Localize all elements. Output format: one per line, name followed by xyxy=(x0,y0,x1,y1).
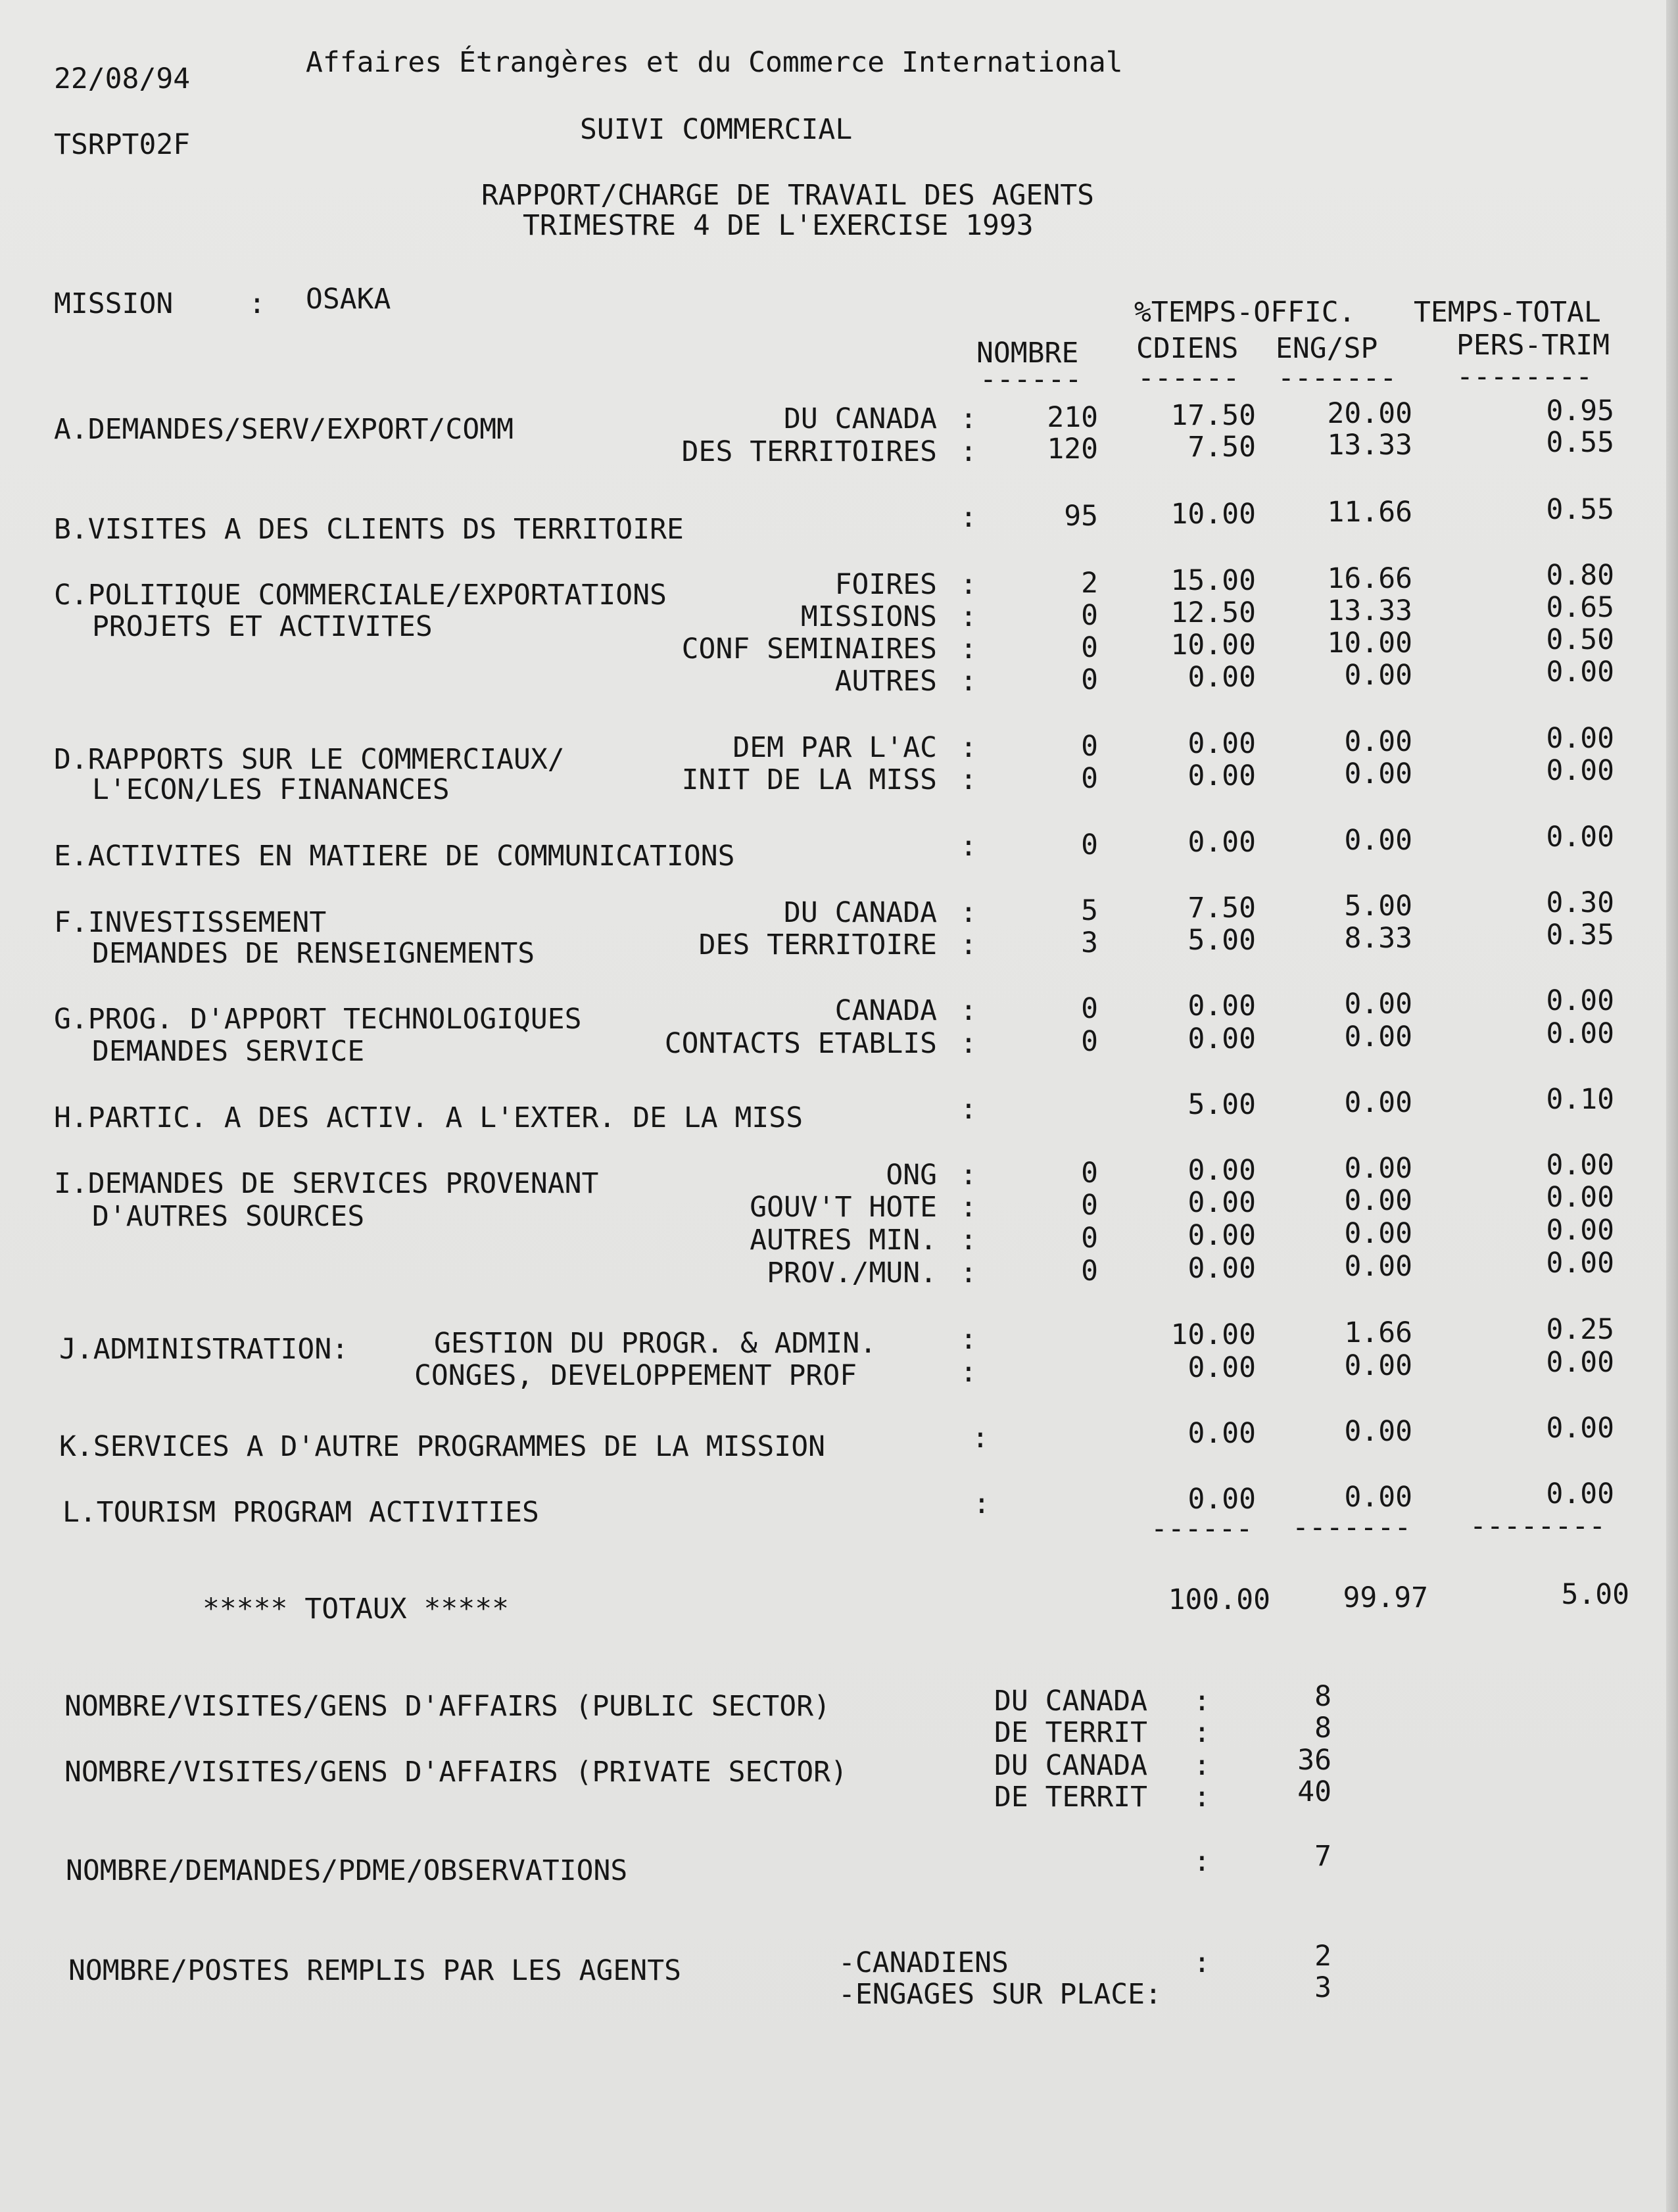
cell-nombre: 0 xyxy=(1081,1189,1098,1222)
cell-nombre: 0 xyxy=(1081,599,1098,632)
section-g-subtitle: DEMANDES SERVICE xyxy=(92,1035,365,1068)
row-colon: : xyxy=(960,1027,977,1060)
section-j-title: J.ADMINISTRATION: xyxy=(59,1333,349,1366)
cell-nombre: 3 xyxy=(1081,926,1098,959)
cell-cdiens: 0.00 xyxy=(1187,1219,1256,1252)
cell-nombre: 0 xyxy=(1081,1222,1098,1255)
cell-cdiens: 0.00 xyxy=(1187,990,1256,1022)
row-sublabel: DU CANADA xyxy=(784,402,937,435)
total-pers-trim: 5.00 xyxy=(1561,1578,1629,1611)
cell-cdiens: 5.00 xyxy=(1187,1088,1256,1121)
report-code: TSRPT02F xyxy=(54,128,191,161)
row-sublabel: CONF SEMINAIRES xyxy=(681,633,937,665)
cell-pers-trim: 0.00 xyxy=(1546,1478,1614,1510)
totals-underline-eng-sp: ------- xyxy=(1292,1511,1412,1544)
summary-sublabel: DE TERRIT xyxy=(994,1716,1147,1749)
section-g-title: G.PROG. D'APPORT TECHNOLOGIQUES xyxy=(54,1003,582,1036)
cell-pers-trim: 0.00 xyxy=(1546,821,1614,854)
summary-sublabel: DE TERRIT xyxy=(994,1781,1147,1814)
cell-pers-trim: 0.25 xyxy=(1546,1313,1614,1346)
row-colon: : xyxy=(960,600,977,633)
pdme-value: 7 xyxy=(1314,1840,1331,1873)
cell-eng-sp: 0.00 xyxy=(1344,824,1412,857)
cell-pers-trim: 0.00 xyxy=(1546,1247,1614,1280)
cell-cdiens: 7.50 xyxy=(1187,431,1256,464)
cell-nombre: 0 xyxy=(1081,762,1098,795)
cell-nombre: 0 xyxy=(1081,631,1098,664)
postes-label: NOMBRE/POSTES REMPLIS PAR LES AGENTS xyxy=(68,1954,681,1987)
report-title: RAPPORT/CHARGE DE TRAVAIL DES AGENTS xyxy=(481,179,1094,212)
row-colon: : xyxy=(960,896,977,929)
row-sublabel: AUTRES MIN. xyxy=(750,1224,937,1257)
cell-cdiens: 15.00 xyxy=(1170,564,1256,597)
mission-separator: : xyxy=(249,287,266,320)
section-c-title: C.POLITIQUE COMMERCIALE/EXPORTATIONS xyxy=(54,579,667,612)
cell-nombre: 0 xyxy=(1081,1157,1098,1190)
pdme-label: NOMBRE/DEMANDES/PDME/OBSERVATIONS xyxy=(66,1854,628,1887)
cell-eng-sp: 0.00 xyxy=(1344,1481,1412,1514)
row-colon: : xyxy=(960,1323,977,1356)
summary-value: 40 xyxy=(1297,1775,1331,1808)
row-colon: : xyxy=(960,568,977,601)
cell-nombre: 0 xyxy=(1081,1255,1098,1287)
cell-eng-sp: 13.33 xyxy=(1327,594,1412,627)
cell-pers-trim: 0.35 xyxy=(1546,919,1614,951)
row-colon: : xyxy=(960,994,977,1027)
cell-nombre: 0 xyxy=(1081,730,1098,763)
cell-cdiens: 0.00 xyxy=(1187,727,1256,760)
section-a-title: A.DEMANDES/SERV/EXPORT/COMM xyxy=(54,413,514,446)
summary-value: 2 xyxy=(1314,1940,1331,1973)
summary-colon: : xyxy=(1193,1716,1211,1749)
cell-nombre: 0 xyxy=(1081,663,1098,696)
row-sublabel: GESTION DU PROGR. & ADMIN. xyxy=(434,1327,877,1360)
row-colon: : xyxy=(973,1487,990,1520)
section-f-title: F.INVESTISSEMENT xyxy=(54,906,327,939)
cell-eng-sp: 0.00 xyxy=(1344,1415,1412,1448)
row-colon: : xyxy=(960,402,977,435)
summary-sublabel: DU CANADA xyxy=(994,1749,1147,1782)
section-d-subtitle: L'ECON/LES FINANANCES xyxy=(92,773,450,806)
section-l-title: L.TOURISM PROGRAM ACTIVITIES xyxy=(62,1496,539,1529)
summary-sublabel: DU CANADA xyxy=(994,1685,1147,1718)
cell-nombre: 0 xyxy=(1081,1025,1098,1058)
cell-eng-sp: 16.66 xyxy=(1327,562,1412,595)
cell-eng-sp: 11.66 xyxy=(1327,496,1412,529)
cell-pers-trim: 0.55 xyxy=(1546,493,1614,526)
system-name: SUIVI COMMERCIAL xyxy=(580,113,853,146)
cell-pers-trim: 0.00 xyxy=(1546,1181,1614,1214)
cell-cdiens: 0.00 xyxy=(1187,1022,1256,1055)
row-colon: : xyxy=(960,1224,977,1257)
cell-eng-sp: 0.00 xyxy=(1344,1086,1412,1119)
cell-pers-trim: 0.50 xyxy=(1546,623,1614,656)
summary-colon: : xyxy=(1193,1685,1211,1718)
row-colon: : xyxy=(960,633,977,665)
column-underline-pers-trim: -------- xyxy=(1456,360,1593,393)
cell-pers-trim: 0.65 xyxy=(1546,591,1614,624)
section-b-title: B.VISITES A DES CLIENTS DS TERRITOIRE xyxy=(54,513,684,546)
cell-nombre: 0 xyxy=(1081,829,1098,861)
row-colon: : xyxy=(960,1093,977,1126)
section-d-title: D.RAPPORTS SUR LE COMMERCIAUX/ xyxy=(54,743,565,776)
summary-colon: : xyxy=(1193,1845,1211,1878)
row-colon: : xyxy=(960,763,977,796)
cell-pers-trim: 0.30 xyxy=(1546,886,1614,919)
row-sublabel: DES TERRITOIRE xyxy=(698,928,937,961)
column-header-nombre: NOMBRE xyxy=(976,337,1079,370)
cell-eng-sp: 10.00 xyxy=(1327,627,1412,660)
row-colon: : xyxy=(960,830,977,863)
cell-pers-trim: 0.00 xyxy=(1546,1412,1614,1445)
cell-eng-sp: 0.00 xyxy=(1344,757,1412,790)
cell-cdiens: 12.50 xyxy=(1170,596,1256,629)
cell-cdiens: 10.00 xyxy=(1170,629,1256,661)
summary-value: 8 xyxy=(1314,1680,1331,1713)
section-c-subtitle: PROJETS ET ACTIVITES xyxy=(92,610,433,643)
section-h-title: H.PARTIC. A DES ACTIV. A L'EXTER. DE LA MISS xyxy=(54,1101,803,1134)
column-group-temps-total: TEMPS-TOTAL xyxy=(1414,296,1601,329)
summary-colon: : xyxy=(1193,1781,1211,1814)
cell-cdiens: 0.00 xyxy=(1187,1186,1256,1219)
cell-eng-sp: 0.00 xyxy=(1344,1152,1412,1185)
section-e-title: E.ACTIVITES EN MATIERE DE COMMUNICATIONS xyxy=(54,840,735,873)
row-colon: : xyxy=(960,1356,977,1389)
cell-pers-trim: 0.95 xyxy=(1546,395,1614,427)
row-colon: : xyxy=(960,435,977,468)
cell-eng-sp: 0.00 xyxy=(1344,988,1412,1021)
cell-nombre: 2 xyxy=(1081,567,1098,600)
row-sublabel: DU CANADA xyxy=(784,896,937,929)
cell-nombre: 95 xyxy=(1064,500,1098,533)
ministry-name: Affaires Étrangères et du Commerce International xyxy=(306,46,1123,79)
cell-eng-sp: 20.00 xyxy=(1327,397,1412,430)
visits-private-label: NOMBRE/VISITES/GENS D'AFFAIRS (PRIVATE SECTOR) xyxy=(64,1756,848,1789)
cell-cdiens: 7.50 xyxy=(1187,892,1256,925)
cell-pers-trim: 0.00 xyxy=(1546,754,1614,787)
column-group-temps-offic: %TEMPS-OFFIC. xyxy=(1134,296,1356,329)
cell-eng-sp: 0.00 xyxy=(1344,1250,1412,1283)
cell-nombre: 120 xyxy=(1047,433,1098,466)
row-colon: : xyxy=(960,665,977,698)
summary-value: 8 xyxy=(1314,1712,1331,1744)
total-cdiens: 100.00 xyxy=(1168,1583,1270,1616)
row-sublabel: PROV./MUN. xyxy=(767,1257,937,1289)
row-colon: : xyxy=(960,1191,977,1224)
cell-cdiens: 5.00 xyxy=(1187,924,1256,957)
cell-pers-trim: 0.80 xyxy=(1546,559,1614,592)
summary-colon: : xyxy=(1193,1946,1211,1979)
cell-cdiens: 0.00 xyxy=(1187,1252,1256,1285)
row-sublabel: FOIRES xyxy=(834,568,937,601)
cell-eng-sp: 0.00 xyxy=(1344,1349,1412,1382)
row-colon: : xyxy=(960,1257,977,1289)
column-underline-nombre: ------ xyxy=(980,363,1082,396)
section-i-subtitle: D'AUTRES SOURCES xyxy=(92,1200,365,1233)
row-sublabel: CONTACTS ETABLIS xyxy=(664,1027,937,1060)
cell-nombre: 5 xyxy=(1081,894,1098,927)
cell-pers-trim: 0.55 xyxy=(1546,426,1614,459)
summary-value: 36 xyxy=(1297,1744,1331,1777)
cell-pers-trim: 0.00 xyxy=(1546,656,1614,688)
column-header-cdiens: CDIENS xyxy=(1136,332,1239,365)
cell-cdiens: 0.00 xyxy=(1187,661,1256,694)
row-sublabel: CANADA xyxy=(834,994,937,1027)
row-sublabel: INIT DE LA MISS xyxy=(681,763,937,796)
cell-nombre: 0 xyxy=(1081,992,1098,1025)
row-colon: : xyxy=(960,1159,977,1191)
summary-sublabel: -ENGAGES SUR PLACE: xyxy=(838,1978,1162,2011)
row-sublabel: GOUV'T HOTE xyxy=(750,1191,937,1224)
cell-cdiens: 17.50 xyxy=(1170,399,1256,432)
totals-underline-cdiens: ------ xyxy=(1151,1512,1253,1545)
cell-pers-trim: 0.00 xyxy=(1546,1214,1614,1247)
cell-pers-trim: 0.00 xyxy=(1546,1149,1614,1182)
summary-value: 3 xyxy=(1314,1971,1331,2004)
cell-eng-sp: 13.33 xyxy=(1327,429,1412,462)
cell-eng-sp: 8.33 xyxy=(1344,922,1412,955)
cell-cdiens: 0.00 xyxy=(1187,1417,1256,1450)
row-sublabel: AUTRES xyxy=(834,665,937,698)
cell-cdiens: 10.00 xyxy=(1170,1318,1256,1351)
cell-pers-trim: 0.10 xyxy=(1546,1083,1614,1116)
row-colon: : xyxy=(960,501,977,534)
cell-eng-sp: 0.00 xyxy=(1344,659,1412,692)
mission-label: MISSION xyxy=(54,287,174,320)
cell-pers-trim: 0.00 xyxy=(1546,984,1614,1017)
column-underline-cdiens: ------ xyxy=(1138,362,1240,395)
row-colon: : xyxy=(960,731,977,764)
row-colon: : xyxy=(972,1422,989,1455)
row-colon: : xyxy=(960,928,977,961)
mission-name: OSAKA xyxy=(306,283,391,316)
cell-cdiens: 0.00 xyxy=(1187,826,1256,859)
section-i-title: I.DEMANDES DE SERVICES PROVENANT xyxy=(54,1167,599,1200)
cell-nombre: 210 xyxy=(1047,401,1098,434)
cell-eng-sp: 0.00 xyxy=(1344,725,1412,758)
cell-eng-sp: 0.00 xyxy=(1344,1021,1412,1053)
cell-eng-sp: 1.66 xyxy=(1344,1316,1412,1349)
row-sublabel: DES TERRITOIRES xyxy=(681,435,937,468)
totals-label: ***** TOTAUX ***** xyxy=(203,1593,509,1625)
total-eng-sp: 99.97 xyxy=(1343,1581,1428,1614)
row-sublabel: CONGES, DEVELOPPEMENT PROF xyxy=(414,1359,857,1392)
summary-colon: : xyxy=(1193,1749,1211,1782)
cell-cdiens: 0.00 xyxy=(1187,1483,1256,1516)
cell-pers-trim: 0.00 xyxy=(1546,722,1614,755)
cell-eng-sp: 5.00 xyxy=(1344,890,1412,923)
cell-cdiens: 0.00 xyxy=(1187,1351,1256,1384)
cell-cdiens: 10.00 xyxy=(1170,498,1256,531)
column-header-eng-sp: ENG/SP xyxy=(1276,332,1378,365)
cell-cdiens: 0.00 xyxy=(1187,1154,1256,1187)
row-sublabel: DEM PAR L'AC xyxy=(732,731,937,764)
cell-pers-trim: 0.00 xyxy=(1546,1346,1614,1379)
page-edge-shadow xyxy=(1666,0,1678,2212)
report-period: TRIMESTRE 4 DE L'EXERCISE 1993 xyxy=(523,209,1034,242)
column-underline-eng-sp: ------- xyxy=(1278,362,1397,395)
cell-pers-trim: 0.00 xyxy=(1546,1017,1614,1050)
row-sublabel: ONG xyxy=(886,1159,937,1191)
cell-eng-sp: 0.00 xyxy=(1344,1217,1412,1250)
section-f-subtitle: DEMANDES DE RENSEIGNEMENTS xyxy=(92,937,535,970)
row-sublabel: MISSIONS xyxy=(800,600,937,633)
cell-cdiens: 0.00 xyxy=(1187,759,1256,792)
column-header-pers-trim: PERS-TRIM xyxy=(1456,329,1610,362)
report-date: 22/08/94 xyxy=(54,62,191,95)
section-k-title: K.SERVICES A D'AUTRE PROGRAMMES DE LA MISSION xyxy=(59,1430,825,1463)
summary-sublabel: -CANADIENS xyxy=(838,1946,1009,1979)
visits-public-label: NOMBRE/VISITES/GENS D'AFFAIRS (PUBLIC SECTOR) xyxy=(64,1690,830,1723)
totals-underline-pers-trim: -------- xyxy=(1470,1510,1606,1543)
cell-eng-sp: 0.00 xyxy=(1344,1184,1412,1217)
